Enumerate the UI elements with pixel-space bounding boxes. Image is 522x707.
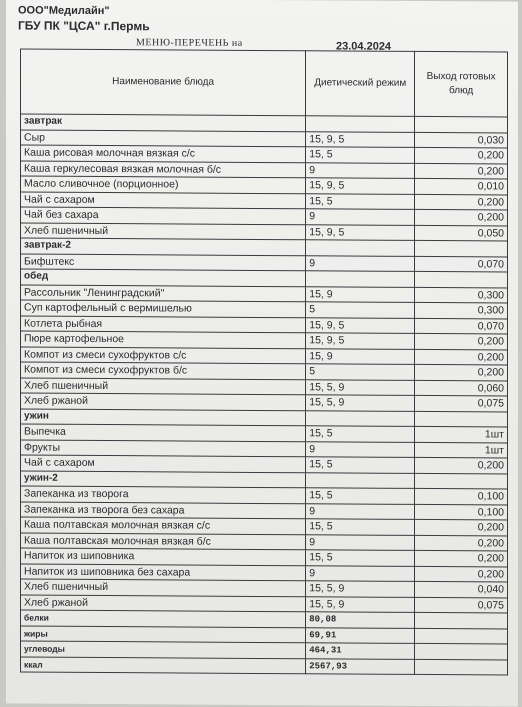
dish-name-cell: Каша рисовая молочная вязкая с/с bbox=[21, 145, 306, 162]
dish-name-cell: Пюре картофельное bbox=[21, 331, 306, 348]
diet-cell: 5 bbox=[306, 364, 415, 380]
yield-cell: 0,200 bbox=[415, 349, 508, 365]
column-header-dish: Наименование блюда bbox=[21, 49, 306, 116]
section-empty-cell bbox=[415, 411, 508, 427]
dish-name-cell: Хлеб ржаной bbox=[21, 595, 306, 612]
dish-name-cell: Хлеб ржаной bbox=[21, 393, 306, 410]
yield-cell: 0,050 bbox=[415, 225, 508, 241]
diet-cell: 15, 5, 9 bbox=[306, 596, 415, 612]
diet-cell: 9 bbox=[306, 534, 415, 550]
total-label: белки bbox=[21, 610, 306, 627]
yield-cell: 0,200 bbox=[415, 163, 508, 179]
dish-name-cell: Чай с сахаром bbox=[21, 192, 306, 209]
diet-cell: 15, 5 bbox=[306, 457, 415, 473]
dish-name-cell: Бифштекс bbox=[21, 254, 306, 271]
section-empty-cell bbox=[306, 472, 415, 488]
yield-cell: 0,200 bbox=[415, 333, 508, 349]
dish-name-cell: Каша полтавская молочная вязкая б/с bbox=[21, 533, 306, 550]
totals-row bbox=[21, 657, 508, 675]
total-empty-cell bbox=[415, 659, 508, 675]
yield-cell: 0,200 bbox=[415, 209, 508, 225]
diet-cell: 15, 5, 9 bbox=[306, 379, 415, 395]
dish-name-cell: Чай без сахара bbox=[21, 207, 306, 224]
diet-cell: 15, 5 bbox=[306, 426, 415, 442]
yield-cell: 0,200 bbox=[415, 194, 508, 210]
total-value: 464,31 bbox=[306, 643, 415, 659]
yield-cell: 0,060 bbox=[415, 380, 508, 396]
section-title: завтрак bbox=[21, 114, 306, 131]
diet-cell: 15, 9, 5 bbox=[306, 131, 415, 147]
dish-name-cell: Хлеб пшеничный bbox=[21, 223, 306, 240]
menu-document bbox=[6, 0, 518, 707]
section-title: обед bbox=[21, 269, 306, 286]
dish-name-cell: Напиток из шиповника без сахара bbox=[21, 564, 306, 581]
diet-cell: 15, 5 bbox=[306, 147, 415, 163]
diet-cell: 15, 5, 9 bbox=[306, 395, 415, 411]
dish-name-cell: Компот из смеси сухофруктов б/с bbox=[21, 362, 306, 379]
total-value: 69,91 bbox=[306, 627, 415, 643]
diet-cell: 15, 9, 5 bbox=[306, 178, 415, 194]
dish-name-cell: Рассольник "Ленинградский" bbox=[21, 285, 306, 302]
section-title: ужин-2 bbox=[21, 471, 306, 488]
total-label: углеводы bbox=[21, 641, 306, 658]
section-empty-cell bbox=[415, 473, 508, 489]
dish-name-cell: Фрукты bbox=[21, 440, 306, 457]
diet-cell: 15, 9, 5 bbox=[306, 317, 415, 333]
column-header-yield: Выход готовых блюд bbox=[415, 51, 508, 117]
yield-cell: 0,040 bbox=[415, 581, 508, 597]
section-empty-cell bbox=[415, 116, 508, 132]
diet-cell: 9 bbox=[306, 255, 415, 271]
column-header-diet: Диетический режим bbox=[306, 51, 415, 117]
section-empty-cell bbox=[415, 240, 508, 256]
yield-cell: 0,075 bbox=[415, 395, 508, 411]
yield-cell: 0,200 bbox=[415, 566, 508, 582]
section-empty-cell bbox=[306, 240, 415, 256]
section-empty-cell bbox=[306, 410, 415, 426]
yield-cell: 0,100 bbox=[415, 488, 508, 504]
dish-name-cell: Выпечка bbox=[21, 424, 306, 441]
dish-name-cell: Хлеб пшеничный bbox=[21, 579, 306, 596]
menu-date: 23.04.2024 bbox=[336, 40, 392, 53]
yield-cell: 0,070 bbox=[415, 256, 508, 272]
total-empty-cell bbox=[415, 643, 508, 659]
dish-name-cell: Каша полтавская молочная вязкая с/с bbox=[21, 517, 306, 534]
yield-cell: 0,070 bbox=[415, 318, 508, 334]
table-header-row bbox=[21, 49, 508, 117]
section-empty-cell bbox=[415, 271, 508, 287]
diet-cell: 9 bbox=[306, 162, 415, 178]
dish-name-cell: Суп картофельный с вермишелью bbox=[21, 300, 306, 317]
diet-cell: 15, 9, 5 bbox=[306, 224, 415, 240]
dish-name-cell: Сыр bbox=[21, 130, 306, 147]
section-empty-cell bbox=[306, 271, 415, 287]
diet-cell: 15, 9 bbox=[306, 348, 415, 364]
org-name-line1: ООО"Медилайн" bbox=[18, 4, 110, 18]
yield-cell: 0,200 bbox=[415, 535, 508, 551]
yield-cell: 0,100 bbox=[415, 504, 508, 520]
dish-name-cell: Каша геркулесовая вязкая молочная б/с bbox=[21, 161, 306, 178]
diet-cell: 5 bbox=[306, 302, 415, 318]
yield-cell: 1шт bbox=[415, 426, 508, 442]
yield-cell: 0,200 bbox=[415, 519, 508, 535]
diet-cell: 15, 5 bbox=[306, 550, 415, 566]
yield-cell: 0,030 bbox=[415, 132, 508, 148]
dish-name-cell: Хлеб пшеничный bbox=[21, 378, 306, 395]
diet-cell: 9 bbox=[306, 209, 415, 225]
yield-cell: 0,200 bbox=[415, 550, 508, 566]
diet-cell: 9 bbox=[306, 441, 415, 457]
section-title: завтрак-2 bbox=[21, 238, 306, 255]
diet-cell: 15, 5, 9 bbox=[306, 581, 415, 597]
diet-cell: 15, 5 bbox=[306, 193, 415, 209]
dish-name-cell: Чай с сахаром bbox=[21, 455, 306, 472]
yield-cell: 0,300 bbox=[415, 302, 508, 318]
diet-cell: 9 bbox=[306, 565, 415, 581]
section-title: ужин bbox=[21, 409, 306, 426]
yield-cell: 0,200 bbox=[415, 364, 508, 380]
dish-name-cell: Масло сливочное (порционное) bbox=[21, 176, 306, 193]
diet-cell: 15, 9 bbox=[306, 286, 415, 302]
dish-name-cell: Запеканка из творога без сахара bbox=[21, 502, 306, 519]
total-empty-cell bbox=[415, 628, 508, 644]
dish-name-cell: Котлета рыбная bbox=[21, 316, 306, 333]
dish-name-cell: Компот из смеси сухофруктов с/с bbox=[21, 347, 306, 364]
dish-name-cell: Запеканка из творога bbox=[21, 486, 306, 503]
menu-title: МЕНЮ-ПЕРЕЧЕНЬ на bbox=[136, 37, 243, 49]
section-empty-cell bbox=[306, 116, 415, 132]
total-label: ккал bbox=[21, 657, 306, 674]
yield-cell: 1шт bbox=[415, 442, 508, 458]
yield-cell: 0,200 bbox=[415, 147, 508, 163]
total-empty-cell bbox=[415, 612, 508, 628]
diet-cell: 15, 5 bbox=[306, 488, 415, 504]
total-label: жиры bbox=[21, 626, 306, 643]
dish-name-cell: Напиток из шиповника bbox=[21, 548, 306, 565]
diet-cell: 15, 5 bbox=[306, 519, 415, 535]
total-value: 2567,93 bbox=[306, 658, 415, 674]
menu-table bbox=[20, 49, 508, 676]
yield-cell: 0,075 bbox=[415, 597, 508, 613]
yield-cell: 0,300 bbox=[415, 287, 508, 303]
yield-cell: 0,010 bbox=[415, 178, 508, 194]
yield-cell: 0,200 bbox=[415, 457, 508, 473]
org-name-line2: ГБУ ПК "ЦСА" г.Пермь bbox=[18, 18, 150, 34]
diet-cell: 9 bbox=[306, 503, 415, 519]
diet-cell: 15, 9, 5 bbox=[306, 333, 415, 349]
total-value: 80,08 bbox=[306, 612, 415, 628]
